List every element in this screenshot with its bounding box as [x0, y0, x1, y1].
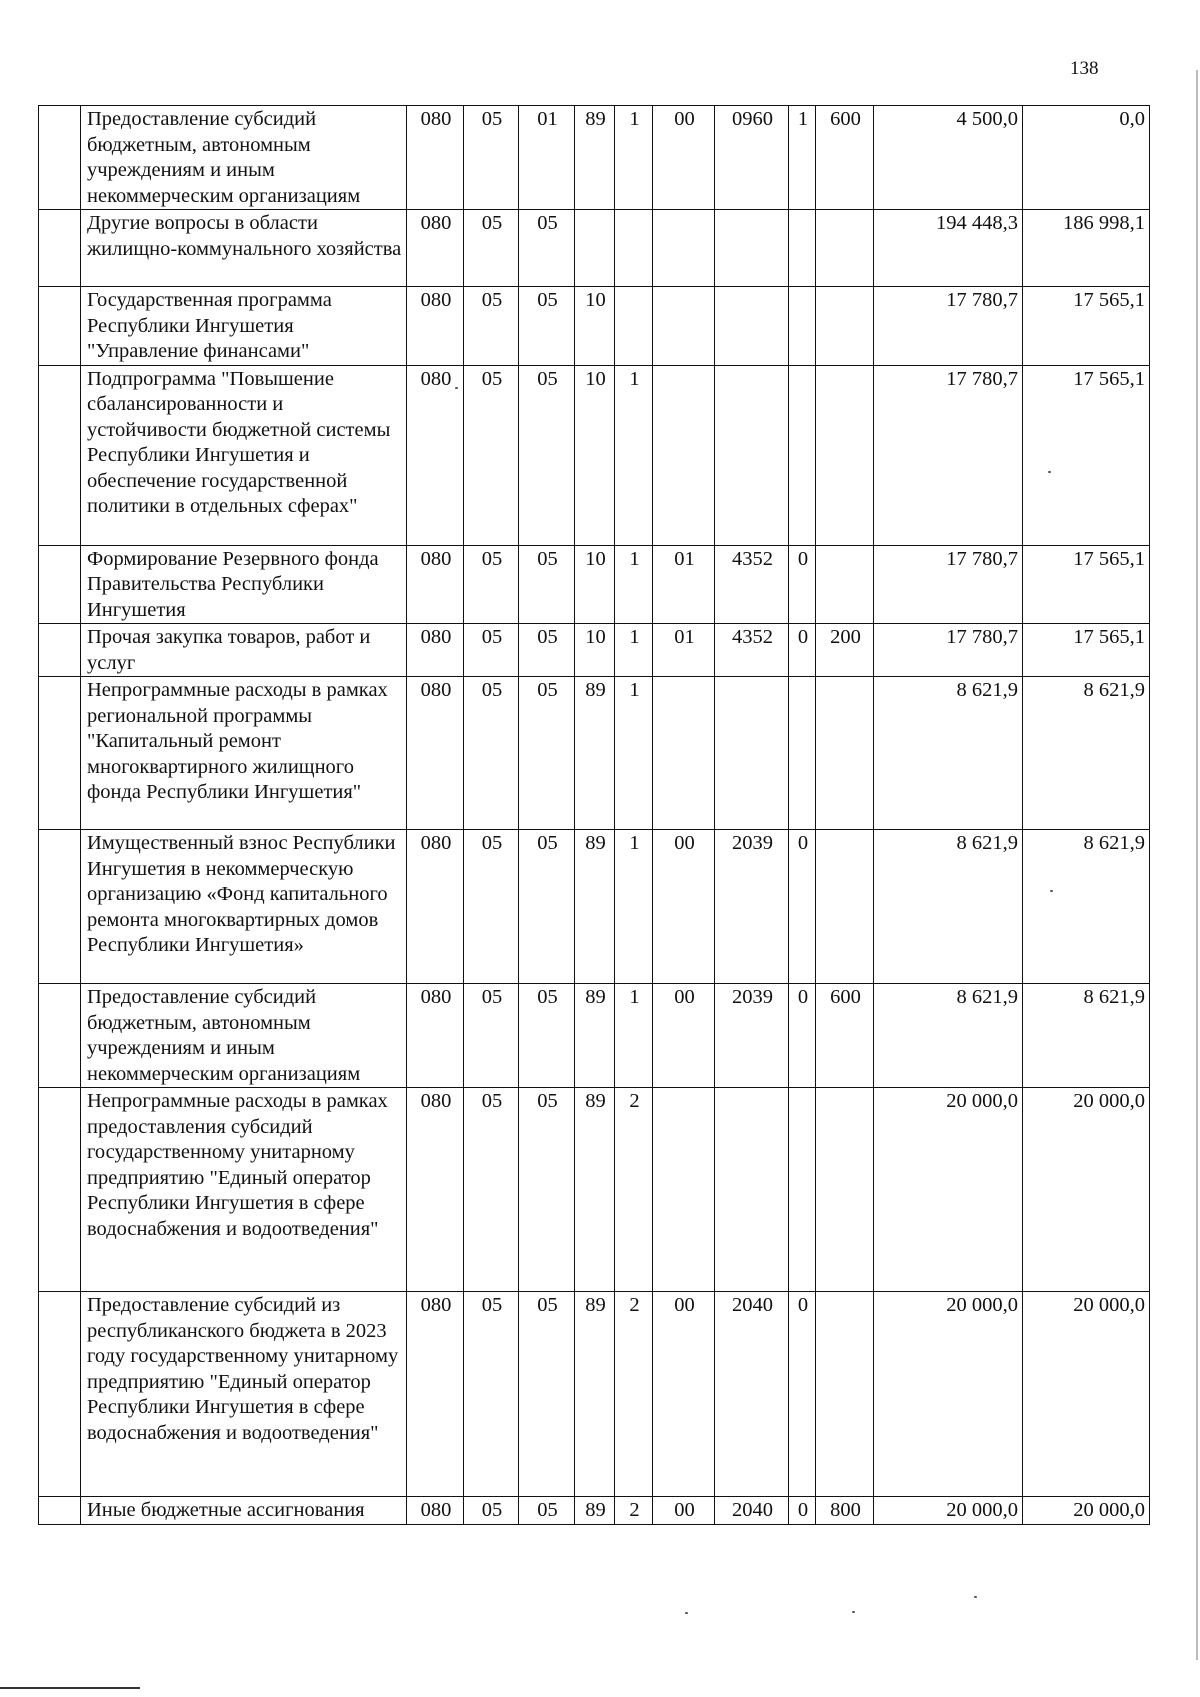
row-name: Другие вопросы в области жилищно-коммунального хозяйства [81, 210, 407, 287]
scan-speck [974, 1596, 977, 1598]
direction-code [715, 287, 789, 366]
direction-suffix [789, 210, 816, 287]
scan-speck [852, 1611, 855, 1613]
row-name: Предоставление субсидий бюджетным, автономным учреждениям и иным некоммерческим организациям [81, 106, 407, 210]
direction-code: 0960 [715, 106, 789, 210]
section-code: 05 [464, 287, 519, 366]
expense-type-code: 800 [816, 1497, 874, 1525]
direction-code: 4352 [715, 624, 789, 677]
amount-year-1: 4 500,0 [874, 106, 1023, 210]
ministry-code: 080 [407, 210, 464, 287]
ministry-code: 080 [407, 984, 464, 1088]
amount-year-2: 17 565,1 [1023, 287, 1150, 366]
subprogram-code: 2 [615, 1292, 653, 1497]
program-code: 89 [575, 1497, 615, 1525]
row-name: Подпрограмма "Повышение сбалансированности и устойчивости бюджетной системы Республики Ингушетия и обеспечение государственной политики в отдельных сферах" [81, 365, 407, 545]
subsection-code: 05 [519, 1088, 575, 1292]
row-name: Предоставление субсидий из республиканского бюджета в 2023 году государственному унитарному предприятию "Единый оператор Республики Ингушетия в сфере водоснабжения и водоотведения" [81, 1292, 407, 1497]
amount-year-1: 17 780,7 [874, 365, 1023, 545]
table-row [39, 106, 1150, 210]
row-index-cell [39, 365, 81, 545]
row-name: Государственная программа Республики Ингушетия "Управление финансами" [81, 287, 407, 366]
amount-year-2: 0,0 [1023, 106, 1150, 210]
direction-suffix: 0 [789, 545, 816, 624]
subsection-code: 05 [519, 210, 575, 287]
direction-code [715, 677, 789, 830]
expense-type-code [816, 545, 874, 624]
direction-suffix [789, 365, 816, 545]
direction-code: 2039 [715, 984, 789, 1088]
row-index-cell [39, 287, 81, 366]
amount-year-1: 17 780,7 [874, 624, 1023, 677]
amount-year-2: 8 621,9 [1023, 677, 1150, 830]
amount-year-1: 8 621,9 [874, 677, 1023, 830]
program-code: 10 [575, 365, 615, 545]
subprogram-code: 1 [615, 545, 653, 624]
row-index-cell [39, 830, 81, 984]
amount-year-1: 17 780,7 [874, 287, 1023, 366]
program-code: 89 [575, 677, 615, 830]
subsection-code: 05 [519, 830, 575, 984]
row-name: Имущественный взнос Республики Ингушетия в некоммерческую организацию «Фонд капитального ремонта многоквартирных домов Республики Ингушетия» [81, 830, 407, 984]
table-row [39, 1292, 1150, 1497]
expense-type-code [816, 677, 874, 830]
amount-year-1: 8 621,9 [874, 984, 1023, 1088]
amount-year-2: 17 565,1 [1023, 545, 1150, 624]
row-index-cell [39, 1292, 81, 1497]
row-name: Непрограммные расходы в рамках региональной программы "Капитальный ремонт многоквартирного жилищного фонда Республики Ингушетия" [81, 677, 407, 830]
table-row [39, 287, 1150, 366]
row-index-cell [39, 545, 81, 624]
ministry-code: 080 [407, 106, 464, 210]
subsection-code: 05 [519, 1497, 575, 1525]
table-row [39, 1497, 1150, 1525]
subprogram-code: 1 [615, 830, 653, 984]
direction-code: 4352 [715, 545, 789, 624]
section-code: 05 [464, 984, 519, 1088]
subsection-code: 05 [519, 1292, 575, 1497]
expense-type-code: 600 [816, 106, 874, 210]
amount-year-2: 20 000,0 [1023, 1292, 1150, 1497]
activity-code [653, 287, 715, 366]
activity-code: 01 [653, 624, 715, 677]
direction-suffix: 0 [789, 1497, 816, 1525]
direction-suffix [789, 287, 816, 366]
expense-type-code [816, 830, 874, 984]
activity-code: 00 [653, 984, 715, 1088]
ministry-code: 080 [407, 1497, 464, 1525]
ministry-code: 080 [407, 624, 464, 677]
subprogram-code: 1 [615, 624, 653, 677]
ministry-code: 080 [407, 1292, 464, 1497]
subsection-code: 01 [519, 106, 575, 210]
amount-year-2: 8 621,9 [1023, 830, 1150, 984]
expense-type-code [816, 210, 874, 287]
section-code: 05 [464, 1497, 519, 1525]
row-index-cell [39, 1497, 81, 1525]
row-name: Предоставление субсидий бюджетным, автономным учреждениям и иным некоммерческим организациям [81, 984, 407, 1088]
direction-suffix: 1 [789, 106, 816, 210]
row-index-cell [39, 624, 81, 677]
program-code [575, 210, 615, 287]
scan-edge-line [0, 1687, 140, 1689]
section-code: 05 [464, 545, 519, 624]
amount-year-2: 186 998,1 [1023, 210, 1150, 287]
section-code: 05 [464, 830, 519, 984]
row-index-cell [39, 210, 81, 287]
row-index-cell [39, 677, 81, 830]
row-name: Непрограммные расходы в рамках предоставления субсидий государственному унитарному предприятию "Единый оператор Республики Ингушетия в сфере водоснабжения и водоотведения" [81, 1088, 407, 1292]
amount-year-1: 20 000,0 [874, 1088, 1023, 1292]
expense-type-code [816, 287, 874, 366]
table-row [39, 545, 1150, 624]
direction-code: 2040 [715, 1497, 789, 1525]
activity-code: 00 [653, 830, 715, 984]
ministry-code: 080 [407, 830, 464, 984]
amount-year-1: 20 000,0 [874, 1292, 1023, 1497]
direction-code [715, 365, 789, 545]
amount-year-2: 17 565,1 [1023, 624, 1150, 677]
direction-code: 2040 [715, 1292, 789, 1497]
direction-code [715, 210, 789, 287]
row-index-cell [39, 984, 81, 1088]
subprogram-code [615, 287, 653, 366]
activity-code [653, 677, 715, 830]
subprogram-code: 1 [615, 677, 653, 830]
direction-code [715, 1088, 789, 1292]
subprogram-code: 1 [615, 365, 653, 545]
subsection-code: 05 [519, 545, 575, 624]
ministry-code: 080 [407, 1088, 464, 1292]
table-row [39, 1088, 1150, 1292]
amount-year-1: 20 000,0 [874, 1497, 1023, 1525]
subsection-code: 05 [519, 677, 575, 830]
subsection-code: 05 [519, 287, 575, 366]
program-code: 89 [575, 830, 615, 984]
budget-table [38, 105, 1150, 1525]
section-code: 05 [464, 624, 519, 677]
subsection-code: 05 [519, 624, 575, 677]
section-code: 05 [464, 677, 519, 830]
subsection-code: 05 [519, 984, 575, 1088]
expense-type-code: 600 [816, 984, 874, 1088]
expense-type-code [816, 365, 874, 545]
row-name: Иные бюджетные ассигнования [81, 1497, 407, 1525]
program-code: 89 [575, 1088, 615, 1292]
expense-type-code: 200 [816, 624, 874, 677]
ministry-code: 080 [407, 365, 464, 545]
subprogram-code: 2 [615, 1088, 653, 1292]
program-code: 10 [575, 624, 615, 677]
direction-suffix [789, 1088, 816, 1292]
activity-code [653, 1088, 715, 1292]
activity-code: 01 [653, 545, 715, 624]
subprogram-code: 2 [615, 1497, 653, 1525]
table-row [39, 677, 1150, 830]
ministry-code: 080 [407, 677, 464, 830]
section-code: 05 [464, 365, 519, 545]
ministry-code: 080 [407, 287, 464, 366]
table-row [39, 830, 1150, 984]
amount-year-1: 8 621,9 [874, 830, 1023, 984]
amount-year-2: 20 000,0 [1023, 1088, 1150, 1292]
budget-table-body [39, 106, 1150, 1525]
row-index-cell [39, 1088, 81, 1292]
activity-code [653, 365, 715, 545]
scan-speck [1050, 890, 1053, 892]
subprogram-code [615, 210, 653, 287]
scan-speck [455, 387, 458, 389]
ministry-code: 080 [407, 545, 464, 624]
row-index-cell [39, 106, 81, 210]
scan-edge-shadow [1196, 70, 1198, 1660]
row-name: Прочая закупка товаров, работ и услуг [81, 624, 407, 677]
section-code: 05 [464, 1088, 519, 1292]
amount-year-1: 17 780,7 [874, 545, 1023, 624]
direction-suffix: 0 [789, 984, 816, 1088]
section-code: 05 [464, 1292, 519, 1497]
activity-code [653, 210, 715, 287]
expense-type-code [816, 1088, 874, 1292]
program-code: 10 [575, 545, 615, 624]
amount-year-2: 8 621,9 [1023, 984, 1150, 1088]
activity-code: 00 [653, 1292, 715, 1497]
amount-year-2: 17 565,1 [1023, 365, 1150, 545]
activity-code: 00 [653, 1497, 715, 1525]
activity-code: 00 [653, 106, 715, 210]
page-number: 138 [1070, 58, 1099, 79]
direction-suffix: 0 [789, 1292, 816, 1497]
amount-year-2: 20 000,0 [1023, 1497, 1150, 1525]
direction-suffix [789, 677, 816, 830]
subprogram-code: 1 [615, 106, 653, 210]
direction-suffix: 0 [789, 830, 816, 984]
direction-suffix: 0 [789, 624, 816, 677]
table-row [39, 984, 1150, 1088]
table-row [39, 365, 1150, 545]
section-code: 05 [464, 106, 519, 210]
program-code: 89 [575, 1292, 615, 1497]
program-code: 89 [575, 106, 615, 210]
scan-speck [1048, 471, 1051, 473]
subsection-code: 05 [519, 365, 575, 545]
scan-speck [685, 1612, 688, 1614]
subprogram-code: 1 [615, 984, 653, 1088]
row-name: Формирование Резервного фонда Правительства Республики Ингушетия [81, 545, 407, 624]
program-code: 89 [575, 984, 615, 1088]
table-row [39, 624, 1150, 677]
direction-code: 2039 [715, 830, 789, 984]
section-code: 05 [464, 210, 519, 287]
table-row [39, 210, 1150, 287]
amount-year-1: 194 448,3 [874, 210, 1023, 287]
program-code: 10 [575, 287, 615, 366]
expense-type-code [816, 1292, 874, 1497]
